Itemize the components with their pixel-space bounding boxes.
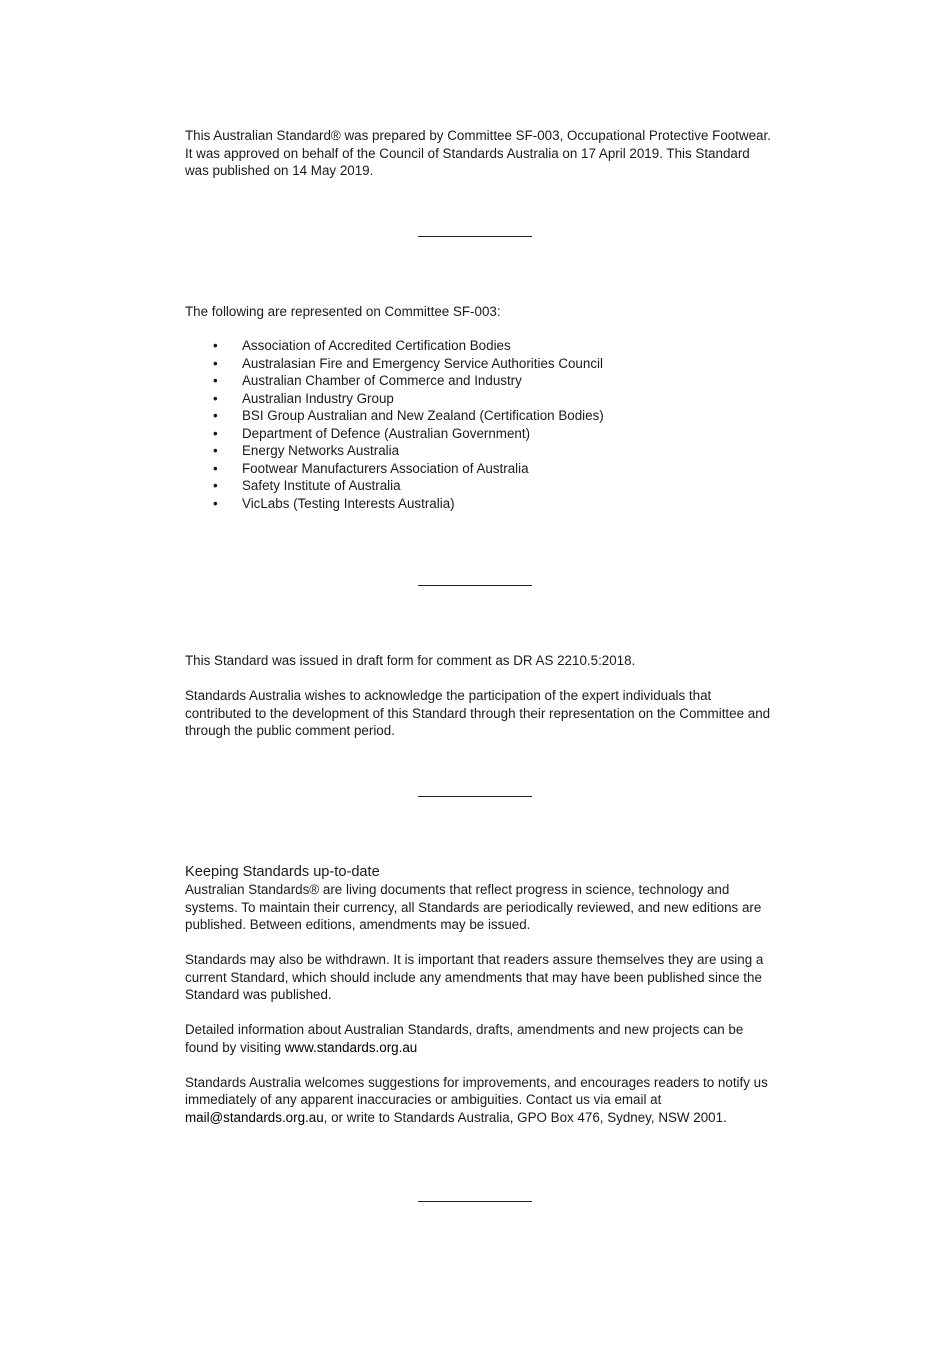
section-divider xyxy=(418,1201,532,1202)
living-documents-paragraph: Australian Standards® are living documents that reflect progress in science, technology and systems. To maintain their currency, all Standards are periodically reviewed, and new editions are published. Between editions, amendments may be issued. xyxy=(185,882,762,932)
bullet-icon: • xyxy=(213,390,218,406)
preparation-text: This Australian Standard® was prepared by Committee SF-003, Occupational Protective Footwear. It was approved on behalf of the Council of Standards Australia on 17 April 2019. This Standard was published on 14 May 2019. xyxy=(185,128,771,178)
committee-member: Department of Defence (Australian Government) xyxy=(242,425,531,441)
acknowledgement-text: Standards Australia wishes to acknowledge the participation of the expert individuals that contributed to the development of this Standard through their representation on the Committee and through the public comment period. xyxy=(185,688,771,738)
bullet-icon: • xyxy=(213,478,218,493)
list-item xyxy=(185,390,775,408)
bullet-icon: • xyxy=(213,373,218,388)
section-divider xyxy=(418,796,532,797)
bullet-icon: • xyxy=(213,408,218,423)
committee-member: Energy Networks Australia xyxy=(242,443,400,458)
list-item xyxy=(185,425,775,443)
preparation-notice xyxy=(185,127,775,180)
list-item xyxy=(185,337,775,355)
bullet-icon: • xyxy=(213,355,218,371)
information-paragraph xyxy=(185,1021,775,1056)
postal-address-text: , or write to Standards Australia, GPO Box 476, Sydney, NSW 2001. xyxy=(323,1109,727,1125)
bullet-icon: • xyxy=(213,495,218,511)
contact-text: Standards Australia welcomes suggestions for improvements, and encourages readers to notify us immediately of any apparent inaccuracies or ambiguities. Contact us via email at xyxy=(185,1074,768,1107)
committee-intro-block xyxy=(185,303,775,321)
draft-issued-text: This Standard was issued in draft form for comment as DR AS 2210.5:2018. xyxy=(185,653,636,668)
list-item xyxy=(185,442,775,460)
committee-member: Australasian Fire and Emergency Service Authorities Council xyxy=(242,355,603,371)
list-item xyxy=(185,460,775,478)
committee-member: Association of Accredited Certification Bodies xyxy=(242,338,511,353)
list-item xyxy=(185,407,775,425)
list-item xyxy=(185,372,775,390)
information-text: Detailed information about Australian Standards, drafts, amendments and new projects can be found by visiting xyxy=(185,1022,744,1055)
section-divider xyxy=(418,585,532,586)
list-item xyxy=(185,355,775,373)
website-link[interactable]: www.standards.org.au xyxy=(284,1039,418,1055)
committee-member: BSI Group Australian and New Zealand (Certification Bodies) xyxy=(242,408,604,423)
bullet-icon: • xyxy=(213,443,218,458)
keeping-up-to-date-section xyxy=(185,863,775,1126)
withdrawal-paragraph: Standards may also be withdrawn. It is important that readers assure themselves they are using a current Standard, which should include any amendments that may have been published since the Standard was published. xyxy=(185,952,764,1002)
committee-intro: The following are represented on Committee SF-003: xyxy=(185,304,501,319)
bullet-icon: • xyxy=(213,460,218,476)
contact-paragraph xyxy=(185,1074,775,1127)
list-item xyxy=(185,495,775,513)
draft-notice xyxy=(185,652,775,740)
committee-member: VicLabs (Testing Interests Australia) xyxy=(242,495,455,511)
committee-member-list xyxy=(185,337,775,512)
committee-member: Australian Industry Group xyxy=(242,390,394,406)
bullet-icon: • xyxy=(213,425,218,441)
section-divider xyxy=(418,236,532,237)
email-link[interactable]: mail@standards.org.au xyxy=(185,1109,324,1125)
bullet-icon: • xyxy=(213,338,218,353)
list-item xyxy=(185,477,775,495)
committee-member: Australian Chamber of Commerce and Industry xyxy=(242,373,522,388)
committee-member: Footwear Manufacturers Association of Australia xyxy=(242,460,529,476)
committee-member: Safety Institute of Australia xyxy=(242,478,401,493)
section-heading: Keeping Standards up-to-date xyxy=(185,864,380,880)
